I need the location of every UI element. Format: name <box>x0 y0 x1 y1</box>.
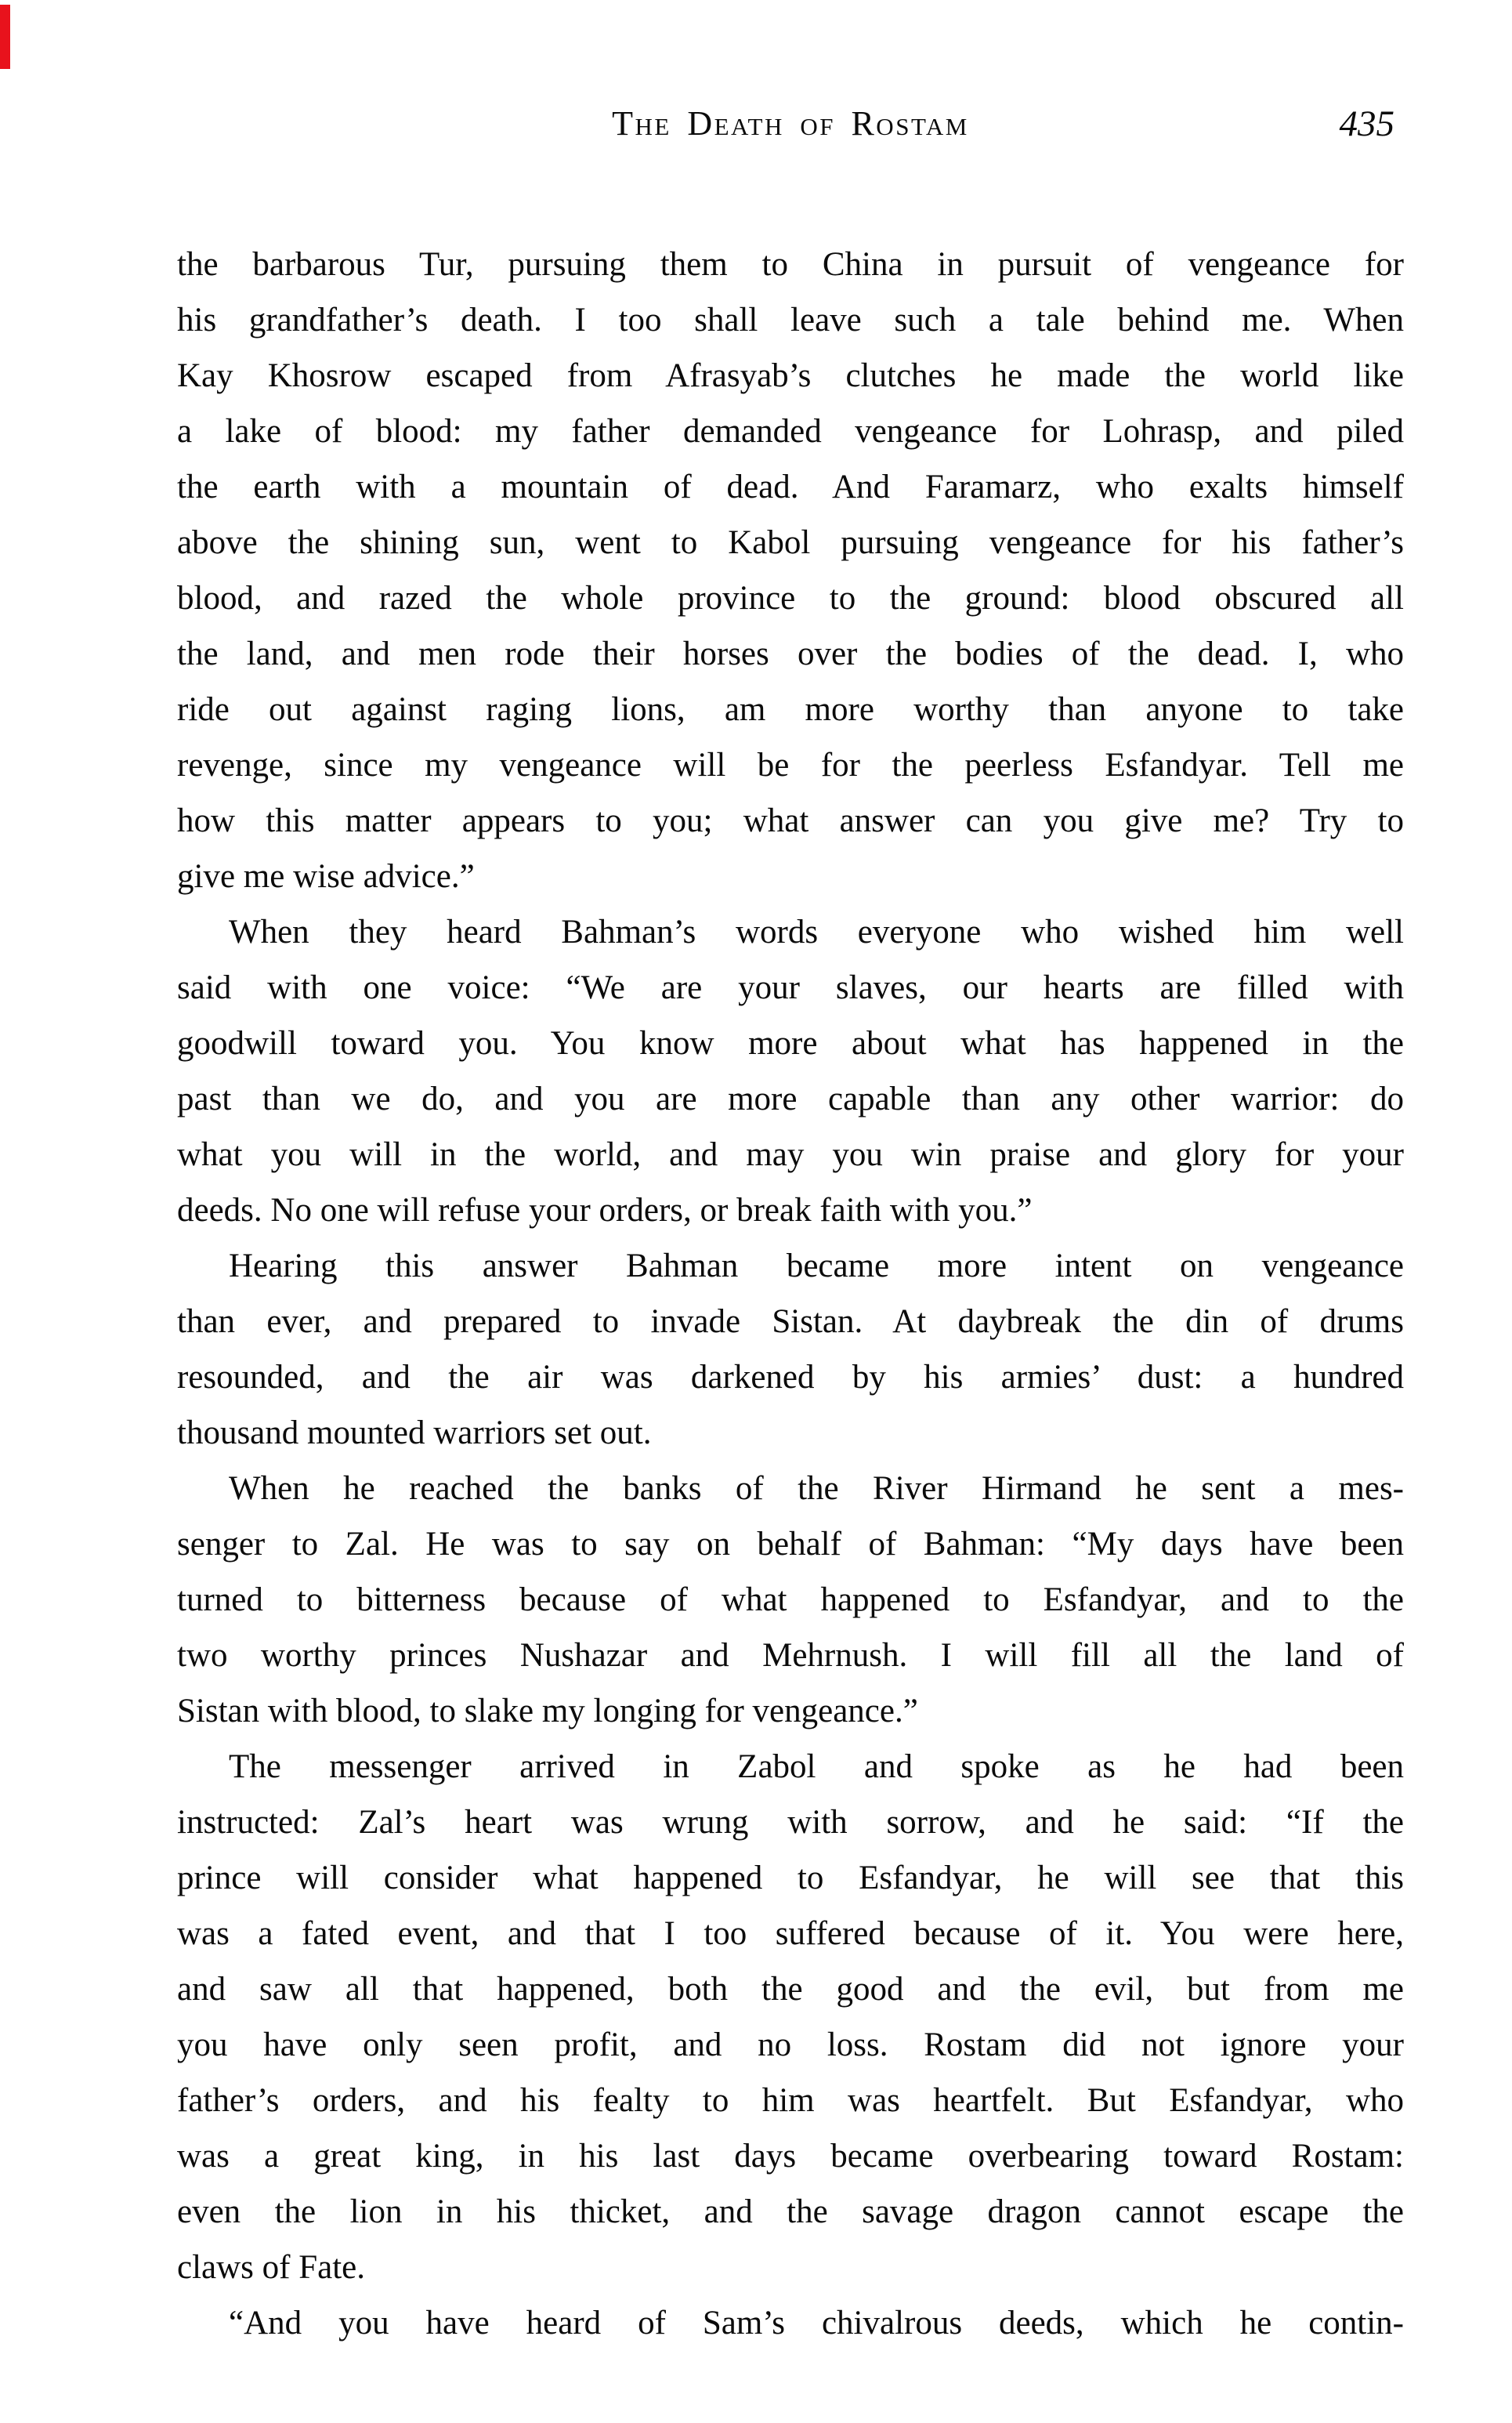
chapter-title: The Death of Rostam <box>612 104 969 143</box>
body-text <box>177 237 1404 2351</box>
paragraph <box>177 237 1404 904</box>
text-line: than ever, and prepared to invade Sistan. At daybreak the din of drums <box>177 1303 1404 1340</box>
text-line: blood, and razed the whole province to the ground: blood obscured all <box>177 580 1404 617</box>
text-line: the barbarous Tur, pursuing them to China in pursuit of vengeance for <box>177 246 1404 283</box>
text-line: goodwill toward you. You know more about what has happened in the <box>177 1025 1404 1062</box>
text-line: his grandfather’s death. I too shall leave such a tale behind me. When <box>177 302 1404 339</box>
text-line: even the lion in his thicket, and the savage dragon cannot escape the <box>177 2193 1404 2230</box>
page-number: 435 <box>1339 103 1394 144</box>
text-line: was a fated event, and that I too suffered because of it. You were here, <box>177 1915 1404 1952</box>
text-line: the earth with a mountain of dead. And Faramarz, who exalts himself <box>177 469 1404 505</box>
text-line: Sistan with blood, to slake my longing for vengeance.” <box>177 1693 918 1729</box>
text-line: and saw all that happened, both the good and the evil, but from me <box>177 1971 1404 2008</box>
text-line: above the shining sun, went to Kabol pursuing vengeance for his father’s <box>177 524 1404 561</box>
paragraph <box>177 1739 1404 2295</box>
paragraph <box>177 1238 1404 1461</box>
text-line: give me wise advice.” <box>177 858 475 895</box>
text-line: past than we do, and you are more capable than any other warrior: do <box>177 1081 1404 1117</box>
text-line: said with one voice: “We are your slaves, our hearts are filled with <box>177 969 1404 1006</box>
text-line: two worthy princes Nushazar and Mehrnush. I will fill all the land of <box>177 1637 1404 1674</box>
paragraph <box>177 1461 1404 1739</box>
text-line: you have only seen profit, and no loss. Rostam did not ignore your <box>177 2026 1404 2063</box>
text-line: claws of Fate. <box>177 2249 366 2286</box>
text-line: When he reached the banks of the River Hirmand he sent a mes- <box>229 1470 1404 1507</box>
text-line: father’s orders, and his fealty to him was heartfelt. But Esfandyar, who <box>177 2082 1404 2119</box>
text-line: The messenger arrived in Zabol and spoke as he had been <box>229 1748 1404 1785</box>
text-line: thousand mounted warriors set out. <box>177 1414 652 1451</box>
scan-artifact-red-mark <box>0 5 10 69</box>
text-line: revenge, since my vengeance will be for the peerless Esfandyar. Tell me <box>177 747 1404 784</box>
text-line: senger to Zal. He was to say on behalf of Bahman: “My days have been <box>177 1526 1404 1563</box>
text-line: prince will consider what happened to Esfandyar, he will see that this <box>177 1860 1404 1896</box>
text-line: When they heard Bahman’s words everyone who wished him well <box>229 914 1404 951</box>
paragraph <box>177 2295 1404 2351</box>
running-header <box>177 99 1404 149</box>
text-line: turned to bitterness because of what happened to Esfandyar, and to the <box>177 1581 1404 1618</box>
text-line: ride out against raging lions, am more worthy than anyone to take <box>177 691 1404 728</box>
text-line: Hearing this answer Bahman became more intent on vengeance <box>229 1248 1404 1284</box>
text-line: deeds. No one will refuse your orders, or break faith with you.” <box>177 1192 1033 1229</box>
text-line: a lake of blood: my father demanded vengeance for Lohrasp, and piled <box>177 413 1404 450</box>
text-line: was a great king, in his last days became overbearing toward Rostam: <box>177 2138 1404 2175</box>
text-line: instructed: Zal’s heart was wrung with sorrow, and he said: “If the <box>177 1804 1404 1841</box>
text-line: resounded, and the air was darkened by his armies’ dust: a hundred <box>177 1359 1404 1396</box>
text-line: “And you have heard of Sam’s chivalrous deeds, which he contin- <box>229 2305 1404 2342</box>
text-line: how this matter appears to you; what answer can you give me? Try to <box>177 802 1404 839</box>
text-line: Kay Khosrow escaped from Afrasyab’s clutches he made the world like <box>177 357 1404 394</box>
paragraph <box>177 904 1404 1238</box>
text-line: what you will in the world, and may you win praise and glory for your <box>177 1136 1404 1173</box>
text-line: the land, and men rode their horses over the bodies of the dead. I, who <box>177 636 1404 672</box>
